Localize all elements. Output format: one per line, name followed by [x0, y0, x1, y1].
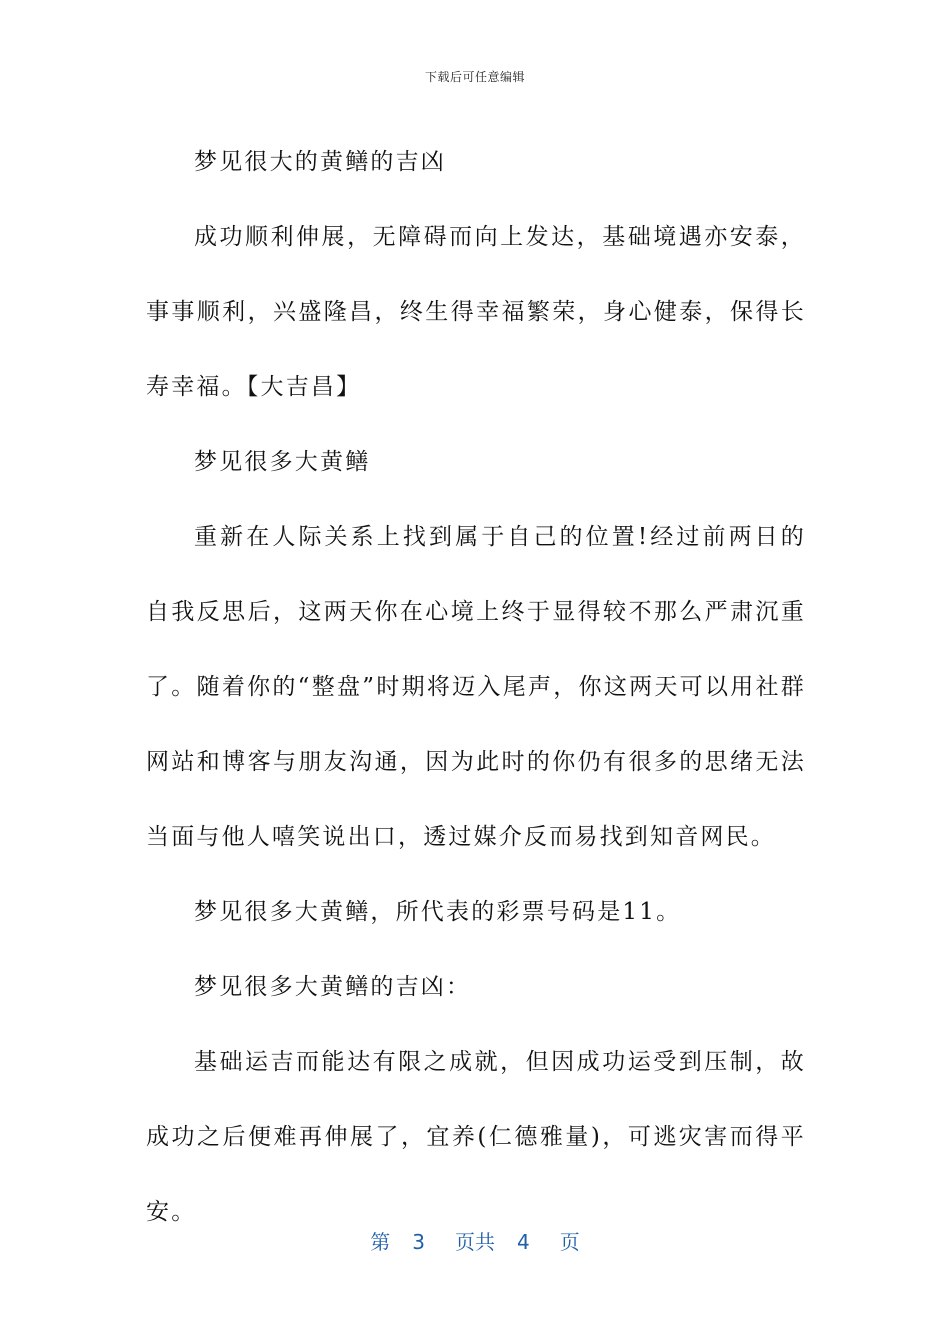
document-body [146, 125, 806, 1250]
fortune-heading-many-eels: 梦见很多大黄鳝的吉凶： [194, 974, 472, 1000]
page-footer [0, 1226, 950, 1255]
dream-heading-large-eel: 梦见很大的黄鳝的吉凶 [194, 149, 446, 175]
interpretation-paragraph-many-eels: 重新在人际关系上找到属于自己的位置!经过前两日的自我反思后，这两天你在心境上终于显得较不那么严肃沉重了。随着你的“整盘”时期将迈入尾声，你这两天可以用社群网站和博客与朋友沟通，因为此时的你仍有很多的思绪无法当面与他人嘻笑说出口，透过媒介反而易找到知音网民。 [146, 524, 806, 850]
footer-middle: 页共 [455, 1230, 495, 1254]
footer-suffix: 页 [559, 1230, 580, 1254]
page-header-note: 下载后可任意编辑 [424, 70, 525, 84]
footer-current-page: 3 [412, 1230, 425, 1254]
footer-prefix: 第 [370, 1230, 391, 1254]
fortune-paragraph-many-eels: 基础运吉而能达有限之成就，但因成功运受到压制，故成功之后便难再伸展了，宜养(仁德雅量)，可逃灾害而得平安。 [146, 1049, 806, 1225]
dream-heading-many-eels: 梦见很多大黄鳝 [194, 449, 371, 475]
fortune-paragraph-large-eel: 成功顺利伸展，无障碍而向上发达，基础境遇亦安泰，事事顺利，兴盛隆昌，终生得幸福繁荣，身心健泰，保得长寿幸福。【大吉昌】 [146, 224, 806, 400]
lottery-number-paragraph: 梦见很多大黄鳝，所代表的彩票号码是11。 [194, 899, 682, 925]
footer-total-pages: 4 [517, 1230, 530, 1254]
